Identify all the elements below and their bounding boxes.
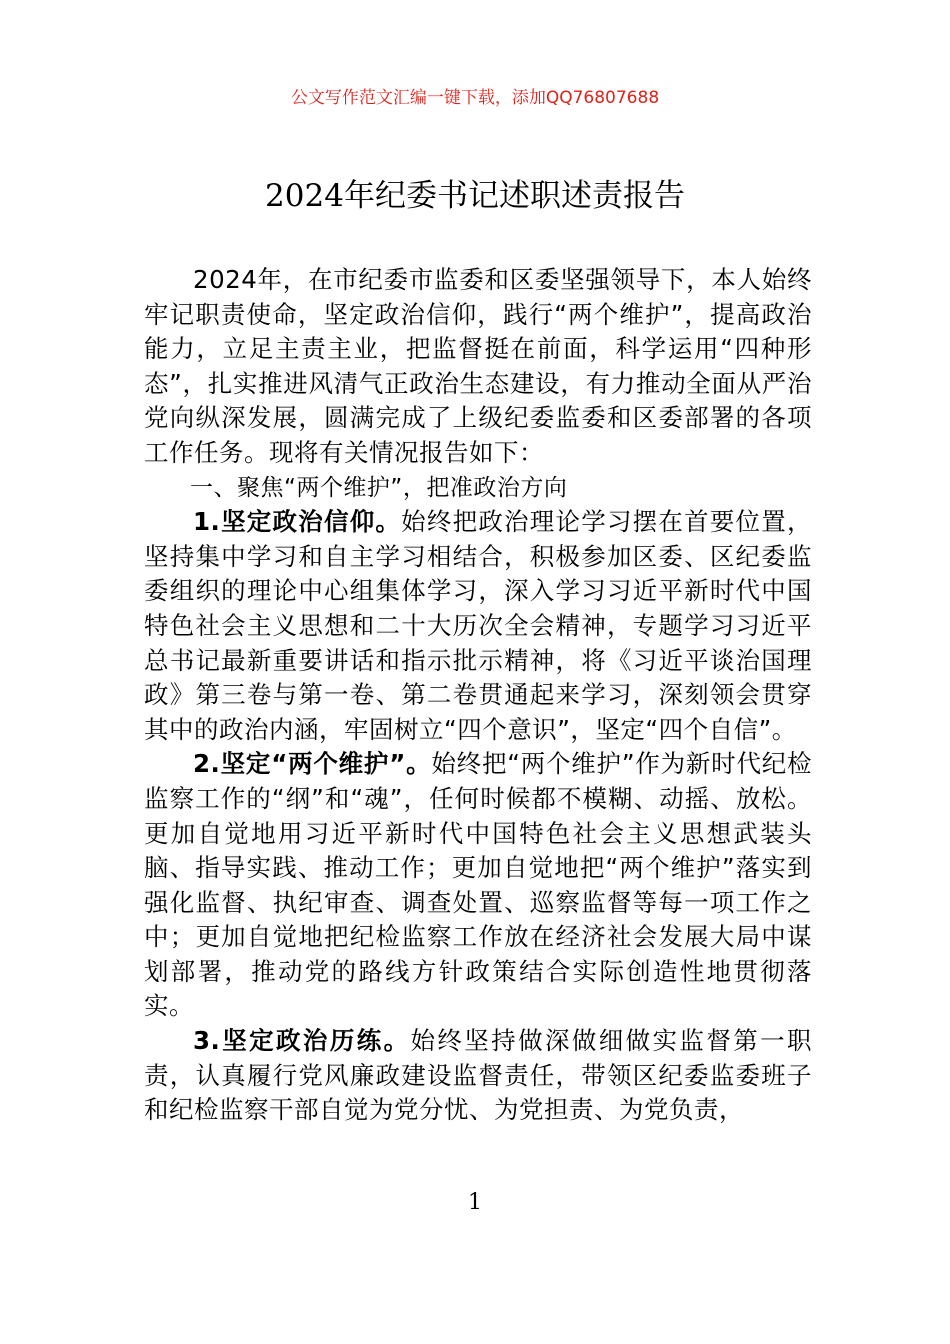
item-paragraph (144, 747, 812, 1024)
promo-banner: 公文写作范文汇编一键下载，添加QQ76807688 (290, 88, 660, 108)
item-lead: 1.坚定政治信仰。 (193, 507, 402, 537)
document-title: 2024年纪委书记述职述责报告 (265, 178, 685, 214)
item-lead: 3.坚定政治历练。 (193, 1026, 411, 1056)
item-lead: 2.坚定“两个维护”。 (193, 749, 432, 779)
page-number: 1 (468, 1190, 482, 1215)
intro-paragraph: 2024年，在市纪委市监委和区委坚强领导下，本人始终牢记职责使命，坚定政治信仰，践行“两个维护”，提高政治能力，立足主责主业，把监督挺在前面，科学运用“四种形态”，扎实推进风清气正政治生态建设，有力推动全面从严治党向纵深发展，圆满完成了上级纪委监委和区委部署的各项工作任务。现将有关情况报告如下： (144, 265, 812, 467)
item-text: 始终把政治理论学习摆在首要位置，坚持集中学习和自主学习相结合，积极参加区委、区纪委监委组织的理论中心组集体学习，深入学习习近平新时代中国特色社会主义思想和二十大历次全会精神，专题学习习近平总书记最新重要讲话和指示批示精神，将《习近平谈治国理政》第三卷与第一卷、第二卷贯通起来学习，深刻领会贯穿其中的政治内涵，牢固树立“四个意识”，坚定“四个自信”。 (144, 507, 813, 744)
section-heading: 一、聚焦“两个维护”，把准政治方向 (190, 474, 568, 501)
item-text: 始终把“两个维护”作为新时代纪检监察工作的“纲”和“魂”，任何时候都不模糊、动摇、放松。更加自觉地用习近平新时代中国特色社会主义思想武装头脑、指导实践、推动工作；更加自觉地把“两个维护”落实到强化监督、执纪审查、调查处置、巡察监督等每一项工作之中；更加自觉地把纪检监察工作放在经济社会发展大局中谋划部署，推动党的路线方针政策结合实际创造性地贯彻落实。 (144, 749, 813, 1021)
item-paragraph (144, 1024, 812, 1128)
item-paragraph (144, 505, 812, 747)
document-body (144, 263, 812, 1128)
item-text: 始终坚持做深做细做实监督第一职责，认真履行党风廉政建设监督责任，带领区纪委监委班子和纪检监察干部自觉为党分忧、为党担责、为党负责， (144, 1026, 812, 1125)
